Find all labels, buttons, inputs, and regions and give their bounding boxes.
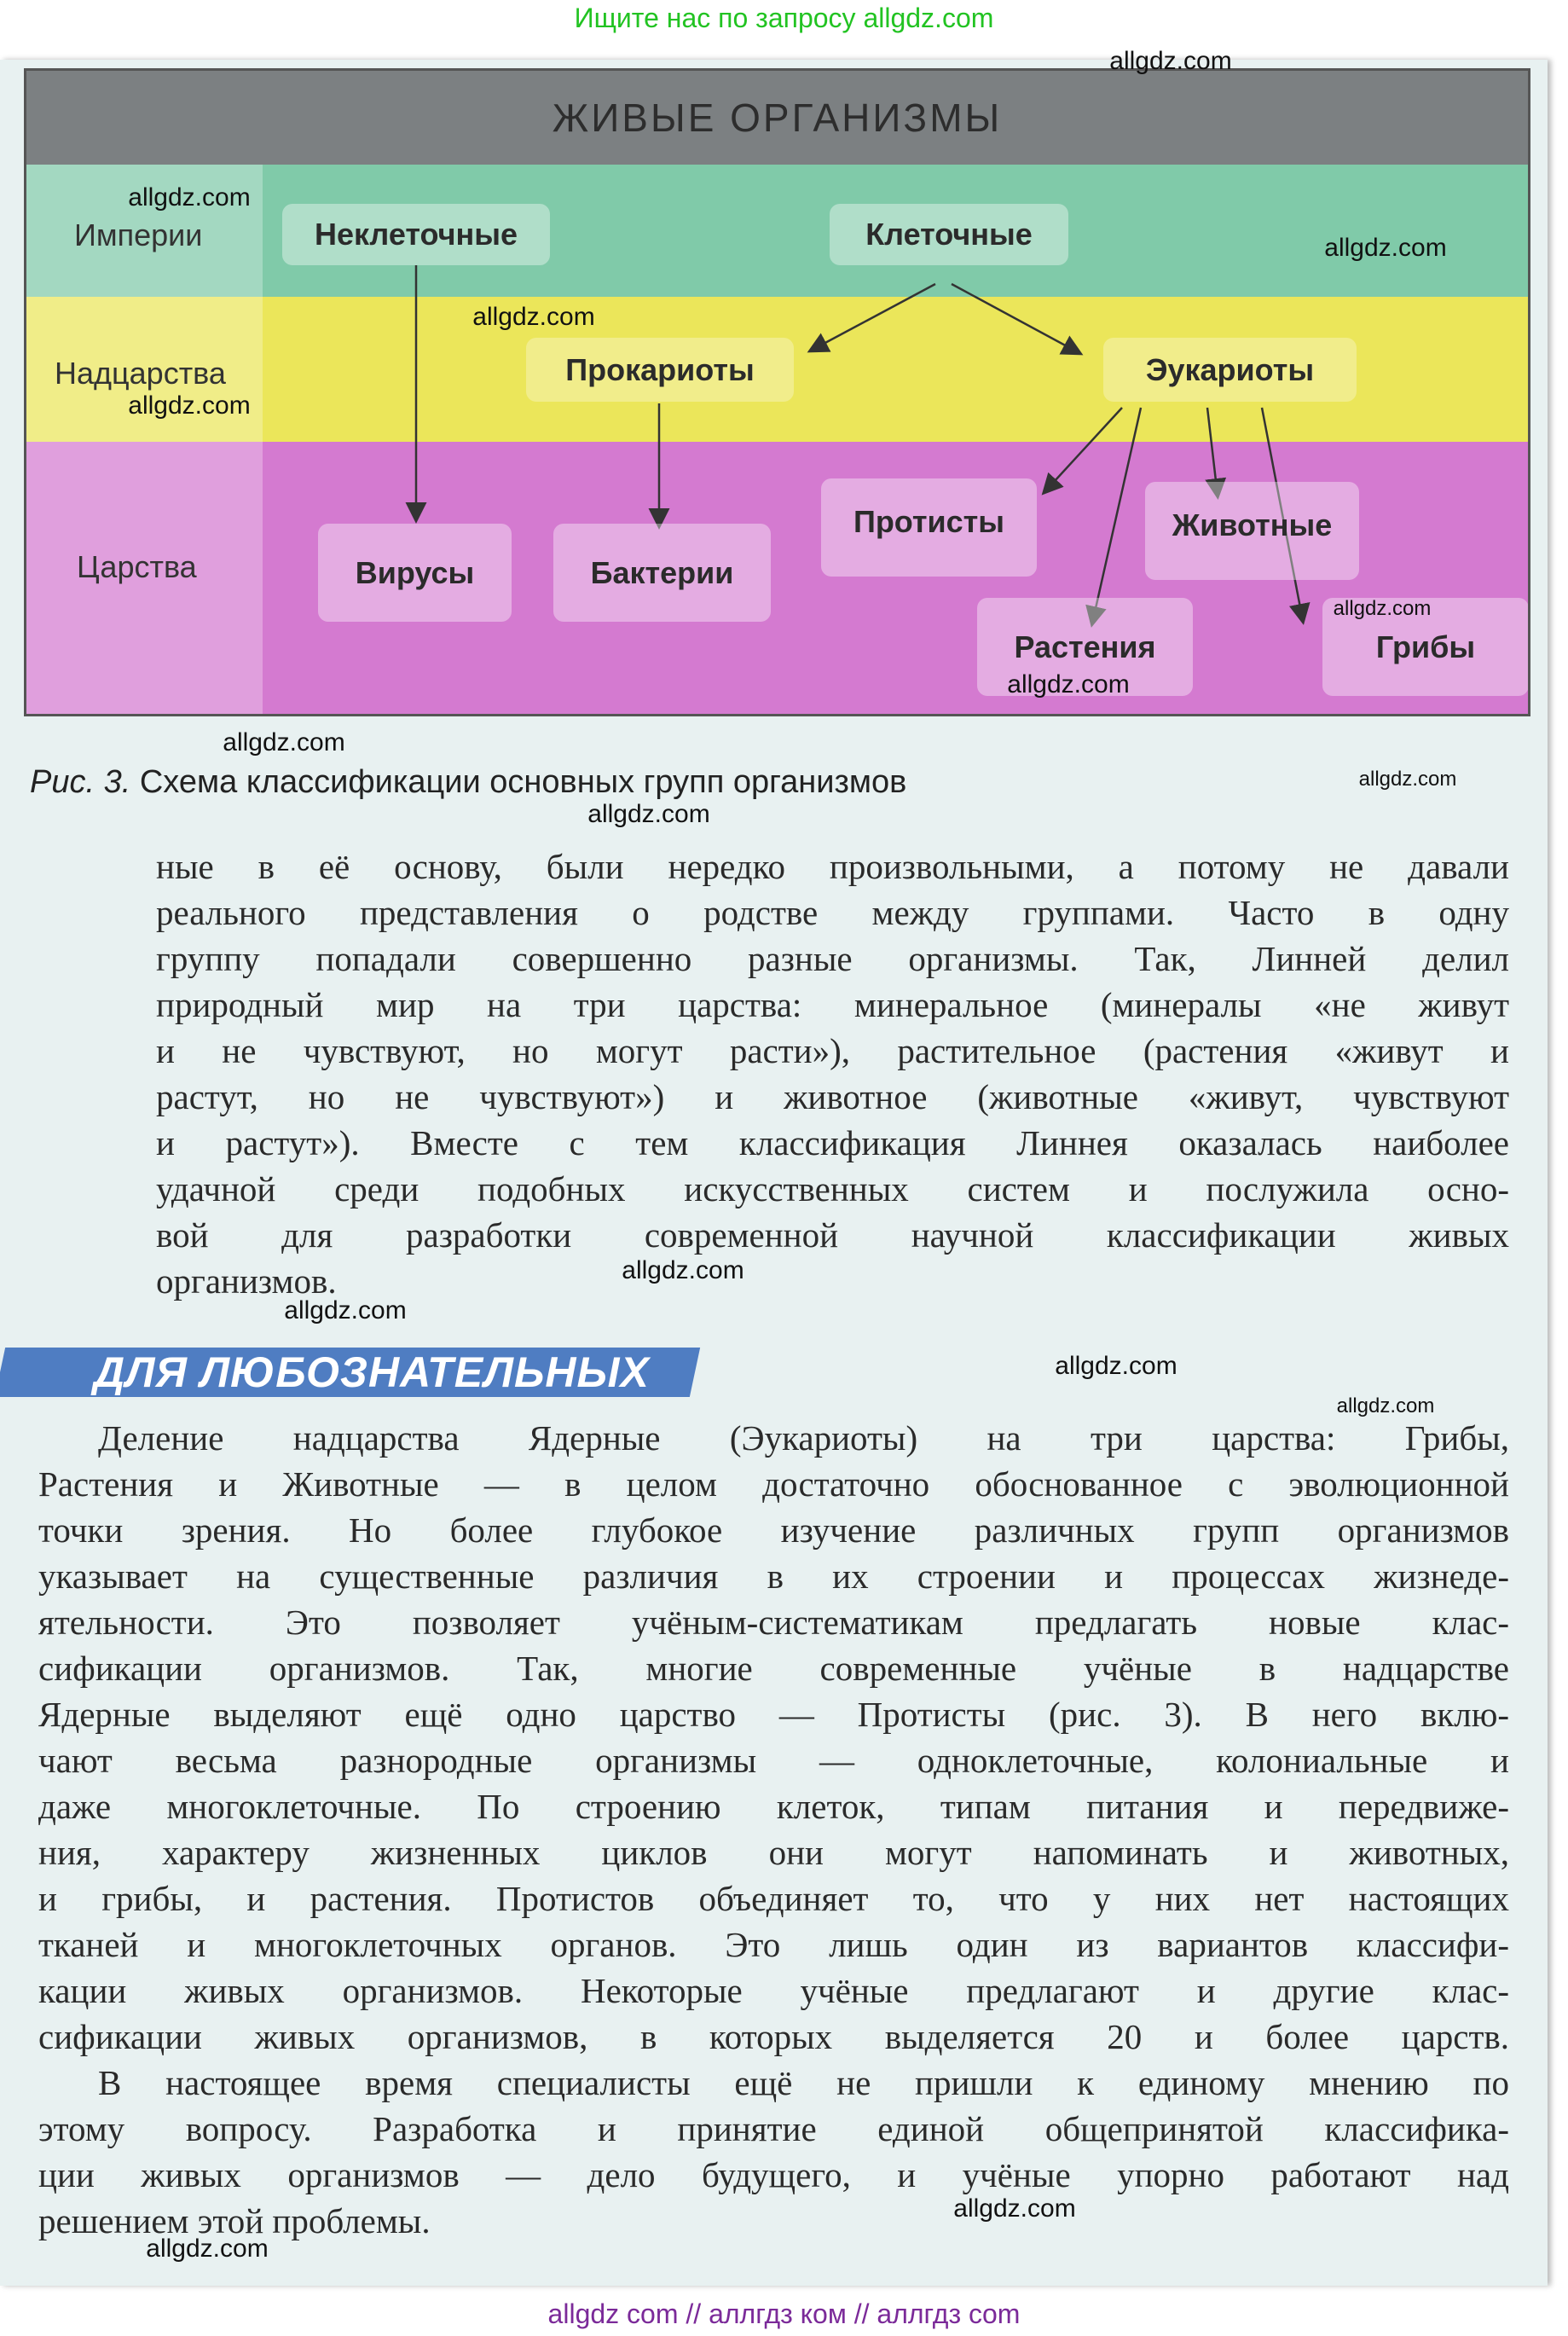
text-line: ные в её основу, были нередко произвольными, а потому не давали [156,847,1509,886]
text-line: точки зрения. Но более глубокое изучение различных групп организмов [38,1510,1509,1550]
text-line: чают весьма разнородные организмы — одноклеточные, колониальные и [38,1741,1509,1780]
text-line: тканей и многоклеточных органов. Это лишь один из вариантов классифи- [38,1925,1509,1964]
text-line: удачной среди подобных искусственных систем и послужила осно- [156,1169,1509,1209]
node-animals: Животные [1145,482,1359,580]
watermark: allgdz.com [953,2194,1076,2223]
arrow-cellular-prokaryotes [811,284,935,351]
text-line: этому вопросу. Разработка и принятие единой общепринятой классифика- [38,2109,1509,2148]
figure-caption-text: Схема классификации основных групп организмов [139,764,907,800]
diagram-title: ЖИВЫЕ ОРГАНИЗМЫ [552,96,1003,140]
watermark: allgdz.com [146,2235,269,2263]
watermark: allgdz.com [1055,1352,1177,1380]
node-plants: Растения [977,598,1193,696]
node-bacteria: Бактерии [553,524,771,622]
text-line: и растут»). Вместе с тем классификация Линнея оказалась наиболее [156,1123,1509,1162]
figure-label: Рис. 3. [30,764,131,800]
node-acellular: Неклеточные [282,204,550,265]
text-line: вой для разработки современной научной классификации живых [156,1215,1509,1255]
text-line: растут, но не чувствуют») и животное (животные «живут, чувствуют [156,1077,1509,1116]
node-viruses: Вирусы [318,524,512,622]
node-eukaryotes: Эукариоты [1103,338,1357,402]
watermark: allgdz.com [1358,768,1457,791]
section-banner-title: ДЛЯ ЛЮБОЗНАТЕЛЬНЫХ [94,1348,650,1396]
text-line: Деление надцарства Ядерные (Эукариоты) на три царства: Грибы, [98,1418,1509,1458]
watermark: allgdz.com [1336,1394,1435,1417]
watermark: allgdz.com [128,183,251,212]
text-line: указывает на существенные различия в их строении и процессах жизнеде- [38,1556,1509,1596]
text-line: ния, характеру жизненных циклов они могут напоминать и животных, [38,1833,1509,1872]
paragraph-curious [38,1415,1509,2244]
arrow-eukaryotes-plants [1092,408,1141,623]
text-line: группу попадали совершенно разные организмы. Так, Линней делил [156,939,1509,978]
watermark: allgdz.com [622,1256,744,1284]
arrow-cellular-eukaryotes [952,284,1079,353]
watermark: allgdz.com [223,728,345,756]
watermark: allgdz.com [128,391,251,420]
row-label-kingdoms: Царства [77,549,197,584]
text-line: Ядерные выделяют ещё одно царство — Протисты (рис. 3). В него вклю- [38,1695,1509,1734]
text-line: ятельности. Это позволяет учёным-систематикам предлагать новые клас- [38,1603,1509,1642]
arrow-eukaryotes-protists [1044,408,1122,492]
figure-caption [30,764,906,801]
watermark: allgdz.com [1109,47,1232,75]
row-label-superkingdoms: Надцарства [55,356,226,391]
watermark: allgdz.com [472,303,595,331]
footer-links[interactable]: allgdz com // аллгдз ком // аллгдз com [547,2298,1021,2329]
text-line: природный мир на три царства: минеральное (минералы «не живут [156,985,1509,1024]
node-fungi: Грибы [1322,598,1529,696]
watermark: allgdz.com [284,1296,407,1325]
text-line: организмов. [156,1261,337,1301]
text-line: кации живых организмов. Некоторые учёные предлагают и другие клас- [38,1971,1509,2010]
node-prokaryotes: Прокариоты [526,338,794,402]
row-label-empires: Империи [74,217,203,252]
watermark: allgdz.com [1007,670,1130,698]
text-line: ции живых организмов — дело будущего, и учёные упорно работают над [38,2155,1509,2194]
node-protists: Протисты [821,478,1037,577]
top-ad-text: Ищите нас по запросу allgdz.com [574,3,994,33]
watermark: allgdz.com [1333,597,1432,620]
watermark: allgdz.com [1324,234,1447,262]
text-line: сификации организмов. Так, многие современные учёные в надцарстве [38,1649,1509,1688]
paragraph-linnaeus [156,843,1509,1304]
text-line: решением этой проблемы. [38,2201,431,2240]
text-line: и грибы, и растения. Протистов объединяет то, что у них нет настоящих [38,1879,1509,1918]
text-line: Растения и Животные — в целом достаточно обоснованное с эволюционной [38,1464,1509,1504]
text-line: В настоящее время специалисты ещё не пришли к единому мнению по [98,2063,1509,2102]
text-line: сификации живых организмов, в которых выделяется 20 и более царств. [38,2017,1509,2056]
node-cellular: Клеточные [830,204,1068,265]
text-line: реального представления о родстве между группами. Часто в одну [156,893,1509,932]
watermark: allgdz.com [587,800,710,828]
text-line: и не чувствуют, но могут расти»), растительное (растения «живут и [156,1031,1509,1070]
text-line: даже многоклеточные. По строению клеток, типам питания и передвиже- [38,1787,1509,1826]
